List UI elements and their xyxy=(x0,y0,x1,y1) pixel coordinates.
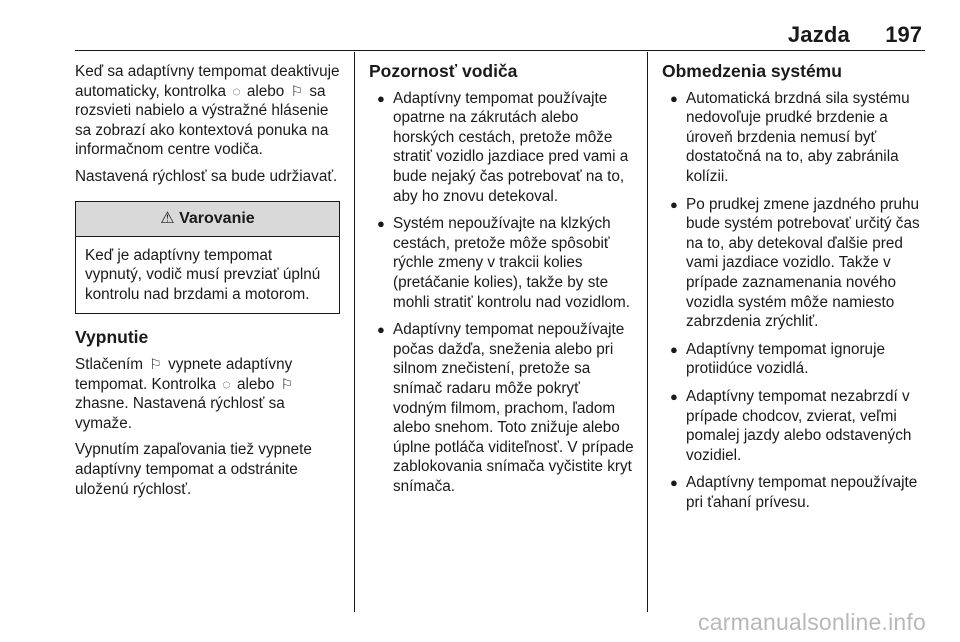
column-divider-1 xyxy=(354,52,355,612)
paragraph-switch-off: Stlačením ⚐ vypnete adaptívny tempomat. Kontrolka ◌ alebo ⚐ zhasne. Nastavená rýchlosť sa vymaže. xyxy=(75,355,294,432)
warning-header xyxy=(76,202,339,237)
list-item: ● Adaptívny tempomat ignoruje protiidúce vozidlá. xyxy=(670,340,885,378)
list-item: ● Adaptívny tempomat nezabrzdí v prípade chodcov, zvierat, veľmi pomalej jazdy alebo odstavených vozidiel. xyxy=(670,387,912,464)
tempomat-car-icon: ⚐ xyxy=(149,355,162,372)
section-title: Jazda xyxy=(787,22,850,47)
column-3 xyxy=(662,62,927,520)
column-1 xyxy=(75,62,340,506)
tempomat-off-icon: ◌ xyxy=(222,375,231,392)
column-divider-2 xyxy=(647,52,648,612)
bullet-icon: ● xyxy=(377,216,385,232)
bullet-icon: ● xyxy=(670,388,678,404)
tempomat-car-icon: ⚐ xyxy=(290,82,304,99)
paragraph-speed-kept: Nastavená rýchlosť sa bude udržiavať. xyxy=(75,167,338,185)
warning-title: Varovanie xyxy=(179,209,255,227)
heading-driver-attention: Pozornosť vodiča xyxy=(369,61,518,81)
warning-box xyxy=(75,201,340,315)
driver-attention-list xyxy=(369,89,637,497)
system-limits-list xyxy=(662,89,927,513)
bullet-icon: ● xyxy=(670,196,678,212)
bullet-icon: ● xyxy=(377,322,385,338)
bullet-icon: ● xyxy=(670,341,678,357)
bullet-icon: ● xyxy=(377,90,385,106)
page-header xyxy=(0,0,960,52)
column-2 xyxy=(369,62,637,504)
page-number: 197 xyxy=(885,22,922,47)
list-item: ● Adaptívny tempomat používajte opatrne na zákrutách alebo horských cestách, pretože môže stratiť vozidlo jazdiace pred vami a bude nejaký čas potrebovať na to, aby ho znovu detekoval. xyxy=(377,89,629,205)
paragraph-deactivation: Keď sa adaptívny tempomat deaktivuje automaticky, kontrolka ◌ alebo ⚐ sa rozsvieti nabielo a výstražné hlásenie sa zobrazí ako kontextová ponuka na informačnom centre vodiča. xyxy=(75,63,340,159)
list-item: ● Adaptívny tempomat nepoužívajte počas dažďa, sneženia alebo pri silnom znečistení, pretože sa snímač radaru môže pokryť vodným filmom, prachom, ľadom alebo snehom. Toto znižuje alebo úplne potláča viditeľnosť. V prípade zablokovania snímača vyčistite kryt snímača. xyxy=(377,321,634,495)
list-item: ● Systém nepoužívajte na klzkých cestách, pretože môže spôsobiť rýchle zmeny v trakcii kolies (pretáčanie kolies), takže by ste mohli stratiť kontrolu nad vozidlom. xyxy=(377,215,630,311)
header-rule xyxy=(75,50,925,51)
tempomat-car-icon: ⚐ xyxy=(280,375,294,392)
bullet-icon: ● xyxy=(670,475,678,491)
tempomat-off-icon: ◌ xyxy=(232,82,241,99)
heading-system-limits: Obmedzenia systému xyxy=(662,61,842,81)
list-item: ● Adaptívny tempomat nepoužívajte pri ťahaní prívesu. xyxy=(670,474,918,511)
list-item: ● Automatická brzdná sila systému nedovoľuje prudké brzdenie a úroveň brzdenia nemusí byť dostatočná na to, aby zabránila kolízii. xyxy=(670,89,910,185)
watermark: carmanualsonline.info xyxy=(698,609,926,635)
warning-triangle-icon: ⚠ xyxy=(160,209,175,227)
heading-switch-off: Vypnutie xyxy=(75,327,149,348)
bullet-icon: ● xyxy=(670,90,678,106)
list-item: ● Po prudkej zmene jazdného pruhu bude systém potrebovať určitý čas na to, aby detekoval ďalšie pred vami jazdiace vozidlo. Takže v prípade zaznamenania nového vozidla systém môže namiesto zabrzdenia zrýchliť. xyxy=(670,195,920,331)
paragraph-ignition: Vypnutím zapaľovania tiež vypnete adaptívny tempomat a odstránite uloženú rýchlosť. xyxy=(75,441,312,498)
warning-body: Keď je adaptívny tempomat vypnutý, vodič musí prevziať úplnú kontrolu nad brzdami a motorom. xyxy=(85,246,321,303)
